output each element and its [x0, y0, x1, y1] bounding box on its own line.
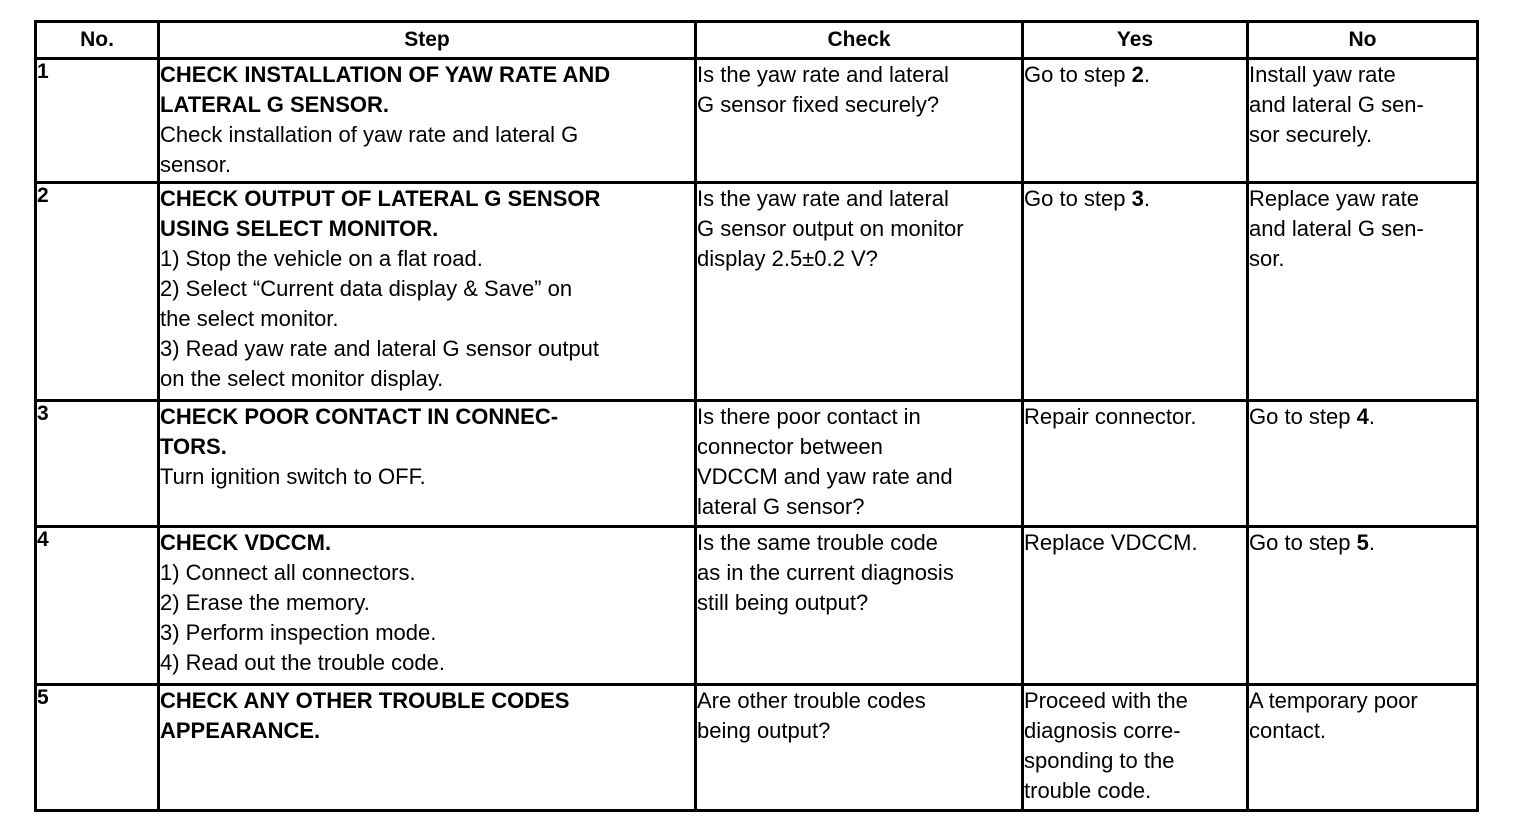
yes-text: trouble code.: [1024, 778, 1152, 803]
step-title: USING SELECT MONITOR.: [160, 216, 439, 241]
step-cell: [159, 183, 696, 401]
yes-cell: [1023, 527, 1248, 685]
step-detail: the select monitor.: [160, 306, 339, 331]
table-row: [36, 401, 1478, 527]
table-row: [36, 685, 1478, 811]
no-text-suffix: .: [1368, 404, 1375, 429]
no-cell: [1248, 685, 1478, 811]
yes-text: Go to step: [1024, 186, 1132, 211]
step-detail: Turn ignition switch to OFF.: [160, 464, 426, 489]
header-check: Check: [696, 22, 1023, 59]
no-text-suffix: .: [1368, 530, 1375, 555]
check-text: G sensor fixed securely?: [697, 92, 940, 117]
step-title: CHECK INSTALLATION OF YAW RATE AND: [160, 62, 611, 87]
step-title: TORS.: [160, 434, 227, 459]
step-number: 4: [36, 527, 159, 685]
check-text: lateral G sensor?: [697, 494, 865, 519]
step-detail: 3) Read yaw rate and lateral G sensor output: [160, 336, 600, 361]
check-cell: [696, 59, 1023, 183]
no-text: Go to step: [1249, 404, 1357, 429]
no-text: and lateral G sen-: [1249, 216, 1424, 241]
no-text: contact.: [1249, 718, 1327, 743]
yes-text: Proceed with the: [1024, 688, 1188, 713]
no-text: Go to step: [1249, 530, 1357, 555]
yes-text: Replace VDCCM.: [1024, 530, 1198, 555]
yes-text-suffix: .: [1143, 62, 1150, 87]
no-cell: [1248, 527, 1478, 685]
step-cell: [159, 59, 696, 183]
yes-text-suffix: .: [1143, 186, 1150, 211]
check-text: being output?: [697, 718, 831, 743]
yes-cell: [1023, 183, 1248, 401]
table-row: [36, 527, 1478, 685]
check-text: as in the current diagnosis: [697, 560, 954, 585]
no-cell: [1248, 183, 1478, 401]
yes-text: sponding to the: [1024, 748, 1175, 773]
table-row: [36, 183, 1478, 401]
step-title: CHECK ANY OTHER TROUBLE CODES: [160, 688, 570, 713]
step-title: CHECK VDCCM.: [160, 530, 332, 555]
step-cell: [159, 527, 696, 685]
check-cell: [696, 183, 1023, 401]
step-detail: 2) Erase the memory.: [160, 590, 370, 615]
no-step-number: 4: [1356, 404, 1369, 429]
no-text: Install yaw rate: [1249, 62, 1396, 87]
step-title: CHECK POOR CONTACT IN CONNEC-: [160, 404, 559, 429]
step-title: LATERAL G SENSOR.: [160, 92, 389, 117]
header-step: Step: [159, 22, 696, 59]
step-number: 1: [36, 59, 159, 183]
step-title: APPEARANCE.: [160, 718, 321, 743]
step-cell: [159, 685, 696, 811]
header-no-result: No: [1248, 22, 1478, 59]
step-cell: [159, 401, 696, 527]
yes-text: Repair connector.: [1024, 404, 1197, 429]
header-yes: Yes: [1023, 22, 1248, 59]
step-detail: on the select monitor display.: [160, 366, 444, 391]
no-cell: [1248, 59, 1478, 183]
check-cell: [696, 527, 1023, 685]
no-text: A temporary poor: [1249, 688, 1418, 713]
yes-text: Go to step: [1024, 62, 1132, 87]
yes-cell: [1023, 685, 1248, 811]
step-detail: 1) Connect all connectors.: [160, 560, 416, 585]
check-text: Are other trouble codes: [697, 688, 926, 713]
step-title: CHECK OUTPUT OF LATERAL G SENSOR: [160, 186, 601, 211]
check-text: still being output?: [697, 590, 869, 615]
no-cell: [1248, 401, 1478, 527]
step-number: 3: [36, 401, 159, 527]
step-detail: 3) Perform inspection mode.: [160, 620, 437, 645]
no-text: Replace yaw rate: [1249, 186, 1419, 211]
no-text: sor securely.: [1249, 122, 1373, 147]
header-row: [36, 22, 1478, 59]
step-detail: 1) Stop the vehicle on a flat road.: [160, 246, 483, 271]
step-detail: 4) Read out the trouble code.: [160, 650, 445, 675]
yes-text: diagnosis corre-: [1024, 718, 1181, 743]
no-text: and lateral G sen-: [1249, 92, 1424, 117]
yes-step-number: 2: [1131, 62, 1144, 87]
step-detail: 2) Select “Current data display & Save” on: [160, 276, 573, 301]
no-text: sor.: [1249, 246, 1285, 271]
check-text: G sensor output on monitor: [697, 216, 964, 241]
table-row: [36, 59, 1478, 183]
check-text: Is the same trouble code: [697, 530, 938, 555]
step-number: 5: [36, 685, 159, 811]
check-text: VDCCM and yaw rate and: [697, 464, 953, 489]
step-detail: sensor.: [160, 152, 231, 177]
header-no: No.: [36, 22, 159, 59]
check-cell: [696, 685, 1023, 811]
yes-step-number: 3: [1131, 186, 1144, 211]
yes-cell: [1023, 59, 1248, 183]
yes-cell: [1023, 401, 1248, 527]
step-detail: Check installation of yaw rate and lateral G: [160, 122, 579, 147]
check-text: connector between: [697, 434, 883, 459]
check-text: display 2.5±0.2 V?: [697, 246, 878, 271]
no-step-number: 5: [1356, 530, 1369, 555]
check-text: Is the yaw rate and lateral: [697, 62, 949, 87]
check-text: Is the yaw rate and lateral: [697, 186, 949, 211]
check-cell: [696, 401, 1023, 527]
check-text: Is there poor contact in: [697, 404, 921, 429]
step-number: 2: [36, 183, 159, 401]
diagnosis-table: [34, 20, 1479, 812]
